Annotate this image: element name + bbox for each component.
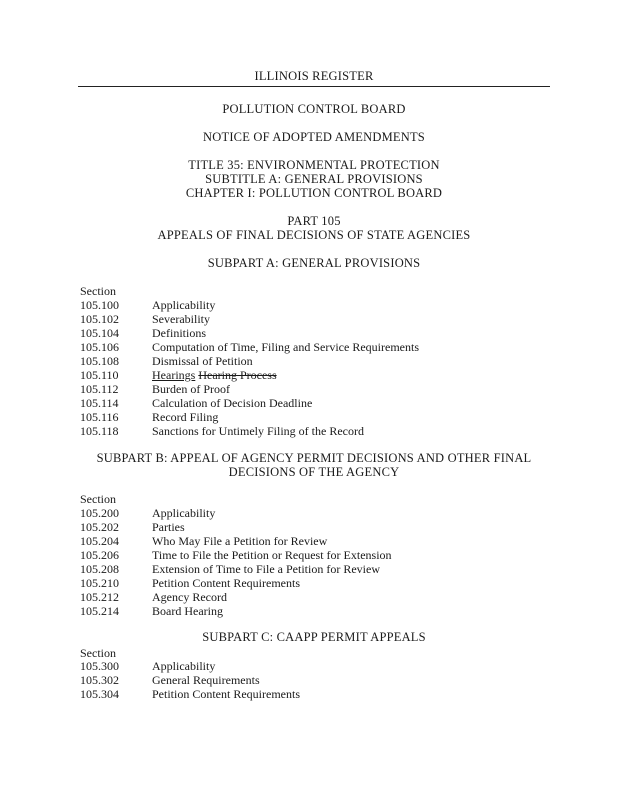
toc-row (80, 424, 540, 438)
toc-row (80, 548, 540, 562)
section-title: Time to File the Petition or Request for Extension (152, 548, 392, 562)
toc-row (80, 534, 540, 548)
toc-row (80, 354, 540, 368)
toc-row (80, 562, 540, 576)
section-title: Extension of Time to File a Petition for Review (152, 562, 380, 576)
toc-row (80, 340, 540, 354)
toc-row (80, 382, 540, 396)
section-number: 105.100 (80, 298, 119, 312)
toc-row (80, 368, 540, 382)
section-title: Dismissal of Petition (152, 354, 253, 368)
toc-row (80, 506, 540, 520)
subpart-b-section-label: Section (80, 492, 116, 506)
section-title: Applicability (152, 298, 216, 312)
section-title: Definitions (152, 326, 206, 340)
subpart-b-title-line1: SUBPART B: APPEAL OF AGENCY PERMIT DECISIONS AND OTHER FINAL (96, 451, 532, 465)
section-number: 105.208 (80, 562, 119, 576)
section-title: Calculation of Decision Deadline (152, 396, 313, 410)
toc-row (80, 576, 540, 590)
subpart-c-section-label: Section (80, 646, 116, 660)
section-number: 105.206 (80, 548, 119, 562)
section-title: Petition Content Requirements (152, 576, 300, 590)
section-number: 105.202 (80, 520, 119, 534)
section-number: 105.304 (80, 687, 119, 701)
section-title: Applicability (152, 659, 216, 673)
section-title: Board Hearing (152, 604, 223, 618)
toc-row (80, 298, 540, 312)
subpart-b-toc (80, 506, 540, 618)
subpart-c-toc (80, 659, 540, 701)
section-title: Parties (152, 520, 185, 534)
toc-row (80, 659, 540, 673)
section-number: 105.204 (80, 534, 119, 548)
subpart-a-title: SUBPART A: GENERAL PROVISIONS (207, 256, 421, 270)
register-header: ILLINOIS REGISTER (254, 69, 374, 83)
section-number: 105.102 (80, 312, 119, 326)
subpart-a-toc (80, 298, 540, 438)
section-number: 105.210 (80, 576, 119, 590)
section-number: 105.110 (80, 368, 119, 382)
board-heading: POLLUTION CONTROL BOARD (222, 102, 406, 116)
toc-row (80, 590, 540, 604)
toc-row (80, 673, 540, 687)
section-number: 105.214 (80, 604, 119, 618)
section-title: Applicability (152, 506, 216, 520)
section-number: 105.114 (80, 396, 119, 410)
header-rule (78, 86, 550, 87)
section-title: Burden of Proof (152, 382, 230, 396)
section-title: Computation of Time, Filing and Service Requirements (152, 340, 419, 354)
section-number: 105.116 (80, 410, 119, 424)
section-title: General Requirements (152, 673, 260, 687)
toc-row (80, 396, 540, 410)
toc-row (80, 687, 540, 701)
toc-row (80, 410, 540, 424)
part-heading: PART 105 (287, 214, 341, 228)
toc-row (80, 312, 540, 326)
section-number: 105.300 (80, 659, 119, 673)
section-number: 105.104 (80, 326, 119, 340)
section-title: Who May File a Petition for Review (152, 534, 328, 548)
notice-heading: NOTICE OF ADOPTED AMENDMENTS (203, 130, 425, 144)
toc-row (80, 326, 540, 340)
section-number: 105.200 (80, 506, 119, 520)
section-number: 105.212 (80, 590, 119, 604)
subpart-b-title-line2: DECISIONS OF THE AGENCY (228, 465, 400, 479)
section-number: 105.108 (80, 354, 119, 368)
toc-row (80, 604, 540, 618)
section-title: Sanctions for Untimely Filing of the Record (152, 424, 364, 438)
part-title-heading: APPEALS OF FINAL DECISIONS OF STATE AGENCIES (157, 228, 471, 242)
subpart-a-section-label: Section (80, 284, 116, 298)
section-number: 105.118 (80, 424, 119, 438)
section-title: Severability (152, 312, 210, 326)
chapter-heading: CHAPTER I: POLLUTION CONTROL BOARD (185, 186, 443, 200)
section-number: 105.112 (80, 382, 119, 396)
subpart-c-title: SUBPART C: CAAPP PERMIT APPEALS (202, 630, 426, 644)
section-title: Agency Record (152, 590, 227, 604)
subtitle-heading: SUBTITLE A: GENERAL PROVISIONS (205, 172, 423, 186)
inserted-text: Hearings (152, 368, 196, 382)
section-title: Record Filing (152, 410, 219, 424)
deleted-text: Hearing Process (198, 368, 277, 382)
toc-row (80, 520, 540, 534)
section-title-amended (152, 368, 540, 382)
section-number: 105.302 (80, 673, 119, 687)
section-number: 105.106 (80, 340, 119, 354)
title-heading: TITLE 35: ENVIRONMENTAL PROTECTION (188, 158, 440, 172)
section-title: Petition Content Requirements (152, 687, 300, 701)
